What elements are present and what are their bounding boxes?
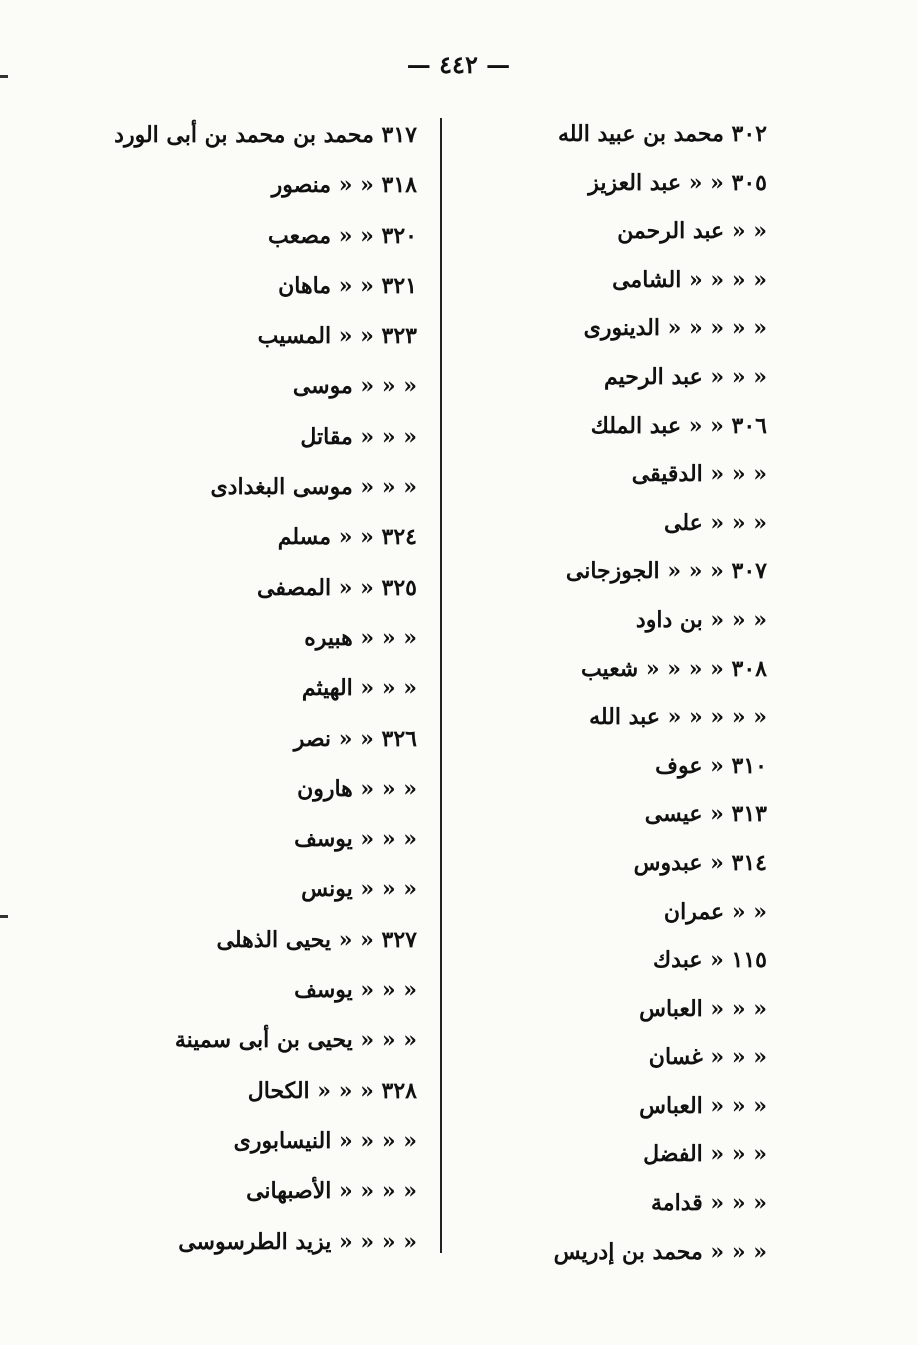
list-item: « « « « « الدينورى (583, 315, 767, 342)
scan-edge-mark (0, 75, 8, 78)
list-item: « « « هارون (297, 775, 417, 802)
list-item: ٣٢٦ « « نصر (293, 725, 417, 752)
list-item: ٣٢٨ « « « الكحال (247, 1077, 417, 1104)
list-item: « « « بن داود (635, 606, 767, 633)
list-item: « « « يوسف (294, 977, 417, 1004)
list-item: « « « على (664, 509, 767, 536)
list-item: « « « « « عبد الله (589, 704, 767, 731)
list-item: « « « العباس (639, 1092, 767, 1119)
list-item: ٣١٨ « « منصور (271, 172, 417, 199)
list-item: ٣٠٨ « « « « شعيب (580, 655, 767, 682)
list-item: « « « « الشامى (612, 266, 767, 293)
list-item: ٣١٧ محمد بن محمد بن أبى الورد (114, 122, 417, 148)
list-item: ٣٠٥ « « عبد العزيز (588, 169, 767, 196)
list-item: « « « الهيثم (301, 675, 417, 702)
list-item: « « « يحيى بن أبى سمينة (174, 1027, 417, 1054)
left-column (37, 110, 417, 1267)
column-divider (440, 118, 442, 1253)
list-item: « « « محمد بن إدريس (553, 1238, 767, 1265)
page-number-header: — ٤٤٢ — (406, 50, 511, 79)
list-item: ١١٥ « عبدك (653, 947, 767, 974)
list-item: « « « مقاتل (300, 423, 417, 450)
list-item: « « عبد الرحمن (617, 218, 767, 245)
list-item: « « « « النيسابورى (233, 1127, 417, 1154)
list-item: « « « هبيره (304, 624, 417, 651)
list-item: « « « يونس (301, 876, 417, 903)
list-item: ٣٠٢ محمد بن عبيد الله (557, 121, 767, 147)
list-item: « « عمران (663, 898, 767, 925)
list-item: « « « موسى البغدادى (210, 474, 417, 501)
list-item: ٣٢٧ « « يحيى الذهلى (216, 926, 417, 953)
list-item: ٣٢١ « « ماهان (278, 272, 417, 299)
list-item: ٣١٠ « عوف (655, 752, 767, 779)
list-item: « « « الفضل (643, 1141, 767, 1168)
list-item: « « « « الأصبهانى (246, 1178, 417, 1205)
list-item: « « « الدقيقى (631, 461, 767, 488)
scan-edge-mark (0, 915, 8, 918)
list-item: « « « « يزيد الطرسوسى (178, 1228, 417, 1255)
list-item: ٣٢٤ « « مسلم (277, 524, 417, 551)
list-item: ٣٢٣ « « المسيب (257, 323, 417, 350)
list-item: « « « عبد الرحيم (603, 363, 767, 390)
right-column (437, 110, 767, 1276)
list-item: ٣٢٥ « « المصفى (256, 574, 417, 601)
list-item: ٣٠٧ « « « الجوزجانى (565, 558, 767, 585)
list-item: ٣١٤ « عبدوس (633, 849, 767, 876)
list-item: ٣٠٦ « « عبد الملك (590, 412, 767, 439)
list-item: ٣٢٠ « « مصعب (267, 222, 417, 249)
list-item: « « « العباس (639, 995, 767, 1022)
list-item: ٣١٣ « عيسى (644, 801, 767, 828)
list-item: « « « موسى (292, 373, 417, 400)
list-item: « « « قدامة (651, 1190, 767, 1217)
list-item: « « « غسان (648, 1044, 767, 1071)
list-item: « « « يوسف (294, 826, 417, 853)
